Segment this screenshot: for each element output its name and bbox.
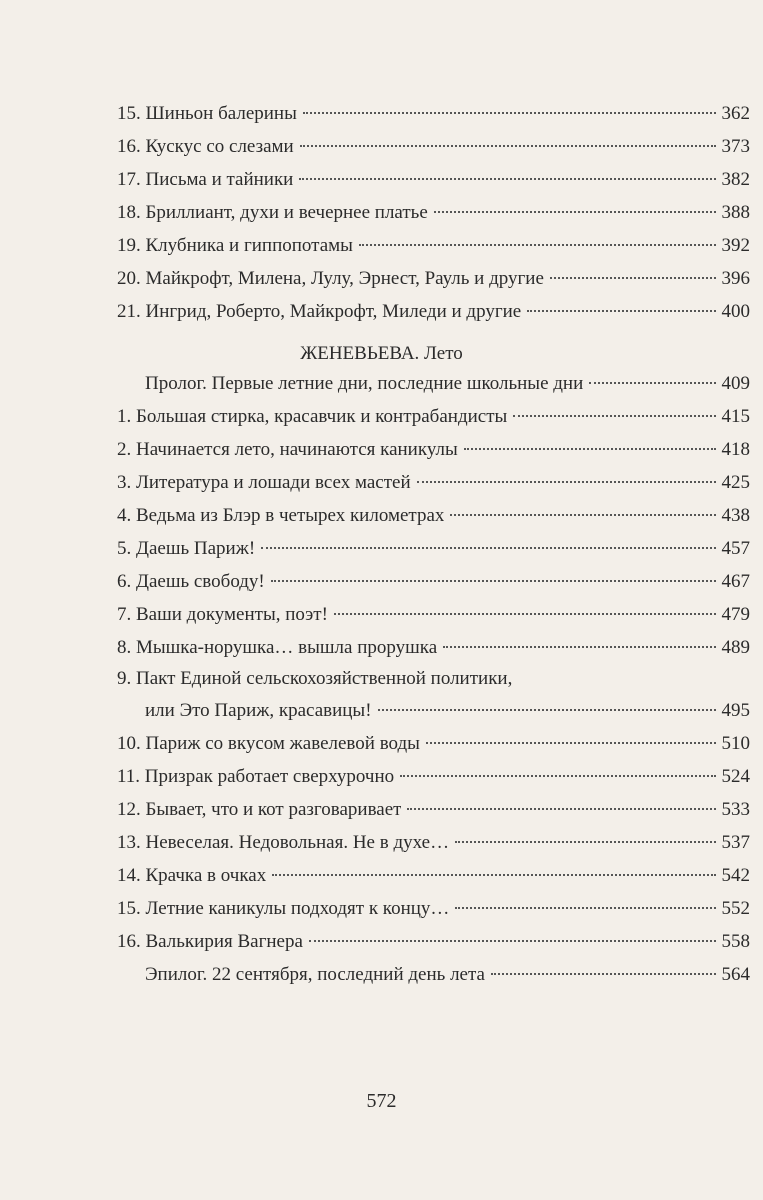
- toc-entry-continuation: [117, 694, 750, 727]
- dot-leader: [513, 415, 715, 417]
- toc-entry: [117, 229, 750, 262]
- dot-leader: [491, 973, 716, 975]
- dot-leader: [309, 940, 716, 942]
- toc-entry-page: 479: [721, 604, 750, 625]
- toc-entry: [117, 196, 750, 229]
- toc-entry-page: 533: [721, 799, 750, 820]
- dot-leader: [464, 448, 716, 450]
- toc-entry: [117, 598, 750, 631]
- toc-entry-title: 19. Клубника и гиппопотамы: [117, 235, 353, 256]
- toc-entry-page: 409: [721, 373, 750, 394]
- toc-list-part-2: [117, 367, 750, 991]
- toc-entry-page: 542: [721, 865, 750, 886]
- toc-entry-title: 16. Кускус со слезами: [117, 136, 294, 157]
- dot-leader: [261, 547, 715, 549]
- toc-entry-page: 537: [721, 832, 750, 853]
- toc-entry-title: 15. Шиньон балерины: [117, 103, 297, 124]
- toc-entry: [117, 565, 750, 598]
- page-number: 572: [366, 1090, 397, 1112]
- toc-entry-title: 17. Письма и тайники: [117, 169, 294, 190]
- toc-entry-title: 14. Крачка в очках: [117, 865, 267, 886]
- toc-entry: [117, 262, 750, 295]
- dot-leader: [550, 277, 716, 279]
- dot-leader: [434, 211, 716, 213]
- dot-leader: [426, 742, 716, 744]
- toc-entry-page: 564: [721, 964, 750, 985]
- dot-leader: [455, 841, 715, 843]
- dot-leader: [359, 244, 716, 246]
- toc-entry-page: 438: [721, 505, 750, 526]
- toc-entry: [117, 532, 750, 565]
- dot-leader: [272, 874, 715, 876]
- toc-entry-page: 457: [721, 538, 750, 559]
- dot-leader: [299, 178, 715, 180]
- toc-entry-page: 552: [721, 898, 750, 919]
- toc-entry-title: Эпилог. 22 сентября, последний день лета: [145, 964, 485, 985]
- toc-entry-title: 10. Париж со вкусом жавелевой воды: [117, 733, 420, 754]
- toc-entry-page: 373: [721, 136, 750, 157]
- toc-entry-title: 12. Бывает, что и кот разговаривает: [117, 799, 402, 820]
- toc-entry-title: 4. Ведьма из Блэр в четырех километрах: [117, 505, 445, 526]
- dot-leader: [271, 580, 716, 582]
- toc-entry-title: 15. Летние каникулы подходят к концу…: [117, 898, 450, 919]
- toc-entry-title: 16. Валькирия Вагнера: [117, 931, 303, 952]
- toc-entry: [117, 760, 750, 793]
- toc-entry-title: 9. Пакт Единой сельскохозяйственной политики,: [117, 668, 513, 689]
- toc-entry: [117, 925, 750, 958]
- dot-leader: [443, 646, 715, 648]
- toc-entry-page: 362: [721, 103, 750, 124]
- toc-entry-page: 495: [721, 700, 750, 721]
- toc-entry: [117, 97, 750, 130]
- dot-leader: [417, 481, 716, 483]
- dot-leader: [334, 613, 716, 615]
- dot-leader: [450, 514, 715, 516]
- toc-entry-title: или Это Париж, красавицы!: [145, 700, 372, 721]
- toc-entry-title: 6. Даешь свободу!: [117, 571, 265, 592]
- toc-entry-title: 3. Литература и лошади всех мастей: [117, 472, 411, 493]
- toc-entry-page: 392: [721, 235, 750, 256]
- dot-leader: [407, 808, 715, 810]
- toc-entry-page: 418: [721, 439, 750, 460]
- toc-entry-title: 20. Майкрофт, Милена, Лулу, Эрнест, Рауль и другие: [117, 268, 544, 289]
- toc-entry-title: Пролог. Первые летние дни, последние школьные дни: [145, 373, 584, 394]
- toc-entry: [117, 295, 750, 328]
- toc-entry-page: 489: [721, 637, 750, 658]
- toc-entry: [117, 499, 750, 532]
- toc-list-part-1: [117, 97, 750, 328]
- toc-entry: [117, 400, 750, 433]
- toc-entry: [117, 631, 750, 664]
- toc-entry: [117, 859, 750, 892]
- toc-entry-page: 558: [721, 931, 750, 952]
- section-heading: ЖЕНЕВЬЕВА. Лето: [300, 343, 463, 364]
- dot-leader: [378, 709, 716, 711]
- toc-entry: [117, 130, 750, 163]
- toc-entry: [117, 958, 750, 991]
- toc-entry-page: 467: [721, 571, 750, 592]
- toc-entry: [117, 892, 750, 925]
- toc-entry-page: 415: [721, 406, 750, 427]
- toc-entry-page: 524: [721, 766, 750, 787]
- toc-entry-title: 13. Невеселая. Недовольная. Не в духе…: [117, 832, 450, 853]
- toc-entry-page: 400: [721, 301, 750, 322]
- toc-entry-title: 2. Начинается лето, начинаются каникулы: [117, 439, 458, 460]
- toc-entry: [117, 433, 750, 466]
- toc-entry-title: 11. Призрак работает сверхурочно: [117, 766, 395, 787]
- toc-entry-title: 21. Ингрид, Роберто, Майкрофт, Миледи и другие: [117, 301, 522, 322]
- toc-entry-title: 7. Ваши документы, поэт!: [117, 604, 328, 625]
- dot-leader: [300, 145, 716, 147]
- dot-leader: [303, 112, 716, 114]
- toc-entry-page: 388: [721, 202, 750, 223]
- toc-entry: [117, 367, 750, 400]
- toc-entry: [117, 826, 750, 859]
- toc-entry-title: 18. Бриллиант, духи и вечернее платье: [117, 202, 428, 223]
- dot-leader: [527, 310, 715, 312]
- toc-entry: [117, 793, 750, 826]
- toc-entry-title: 5. Даешь Париж!: [117, 538, 256, 559]
- dot-leader: [400, 775, 715, 777]
- toc-entry-page: 425: [721, 472, 750, 493]
- toc-entry-page: 510: [721, 733, 750, 754]
- toc-entry-page: 382: [721, 169, 750, 190]
- toc-entry-first-line: [117, 664, 750, 694]
- toc-entry-page: 396: [721, 268, 750, 289]
- dot-leader: [455, 907, 715, 909]
- toc-entry-title: 8. Мышка-норушка… вышла прорушка: [117, 637, 438, 658]
- dot-leader: [589, 382, 715, 384]
- toc-entry: [117, 466, 750, 499]
- toc-entry-title: 1. Большая стирка, красавчик и контрабандисты: [117, 406, 508, 427]
- toc-entry: [117, 727, 750, 760]
- toc-entry: [117, 163, 750, 196]
